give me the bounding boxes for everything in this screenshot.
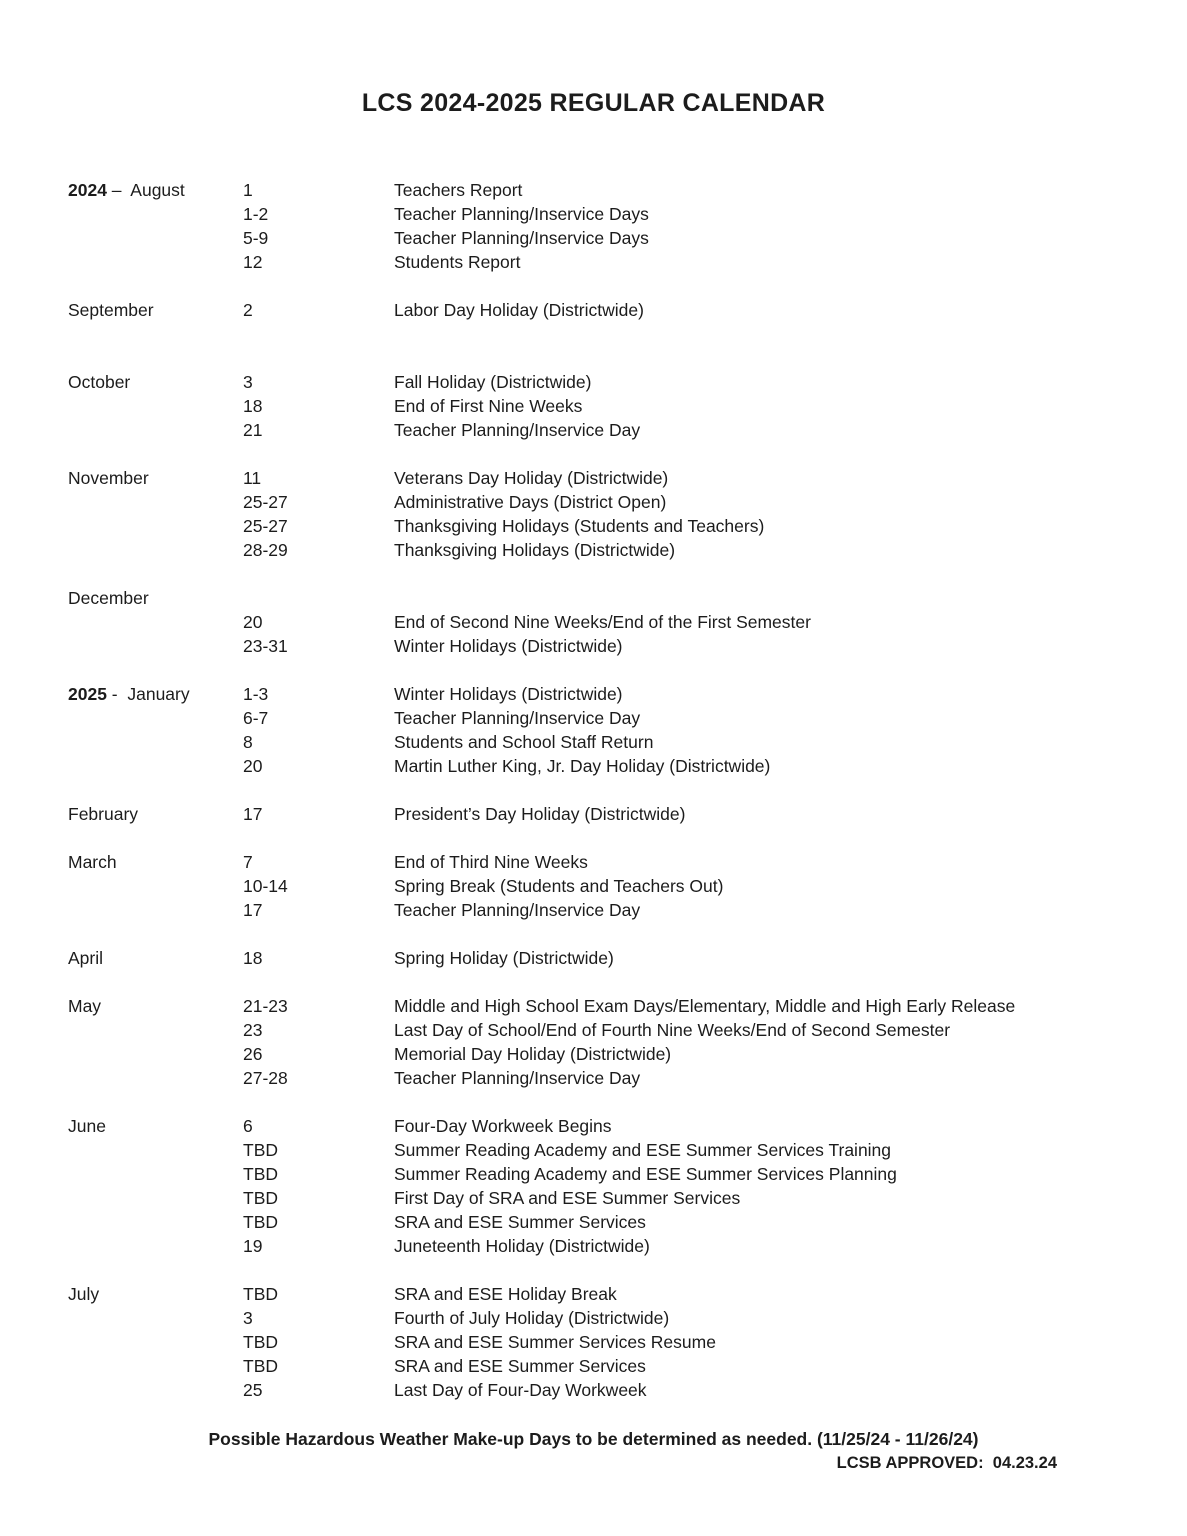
calendar-row [68, 898, 1147, 922]
approval-stamp: LCSB APPROVED: 04.23.24 [836, 1454, 1057, 1472]
date-cell: 17 [243, 900, 263, 920]
event-cell: SRA and ESE Holiday Break [394, 1284, 617, 1304]
calendar-row [68, 1114, 1147, 1138]
month-block-november [68, 466, 1147, 562]
month-block-april [68, 946, 1147, 970]
month-cell [68, 1114, 243, 1138]
footer [0, 1427, 1187, 1475]
month-cell [68, 682, 243, 706]
date-cell: 26 [243, 1044, 263, 1064]
calendar-row [68, 226, 1147, 250]
date-cell: 6-7 [243, 708, 269, 728]
calendar-row [68, 946, 1147, 970]
month-block-august [68, 178, 1147, 274]
event-cell: SRA and ESE Summer Services Resume [394, 1332, 716, 1352]
event-cell: Teacher Planning/Inservice Day [394, 420, 641, 440]
month-cell [68, 850, 243, 874]
month-label-april: April [68, 948, 104, 968]
month-cell [68, 370, 243, 394]
date-cell: 25 [243, 1380, 263, 1400]
calendar-row [68, 850, 1147, 874]
calendar-row [68, 1282, 1147, 1306]
month-label-september: September [68, 300, 154, 320]
date-cell: 1-3 [243, 684, 269, 704]
event-cell: President’s Day Holiday (Districtwide) [394, 804, 686, 824]
calendar-row [68, 1330, 1147, 1354]
date-cell: 6 [243, 1116, 253, 1136]
calendar-row [68, 994, 1147, 1018]
calendar-row [68, 1210, 1147, 1234]
hazardous-weather-note: Possible Hazardous Weather Make-up Days to be determined as needed. (11/25/24 - 11/26/24) [208, 1429, 979, 1449]
event-cell: Administrative Days (District Open) [394, 492, 667, 512]
date-cell: TBD [243, 1140, 278, 1160]
event-cell: Teacher Planning/Inservice Day [394, 708, 641, 728]
date-cell: 17 [243, 804, 263, 824]
month-block-july [68, 1282, 1147, 1402]
event-cell: Memorial Day Holiday (Districtwide) [394, 1044, 672, 1064]
calendar-row [68, 802, 1147, 826]
event-cell: Teacher Planning/Inservice Days [394, 204, 649, 224]
month-block-september [68, 298, 1147, 322]
month-block-february [68, 802, 1147, 826]
date-cell: 18 [243, 948, 263, 968]
month-block-december [68, 586, 1147, 658]
calendar-row [68, 754, 1147, 778]
event-cell: Martin Luther King, Jr. Day Holiday (Districtwide) [394, 756, 771, 776]
date-cell: 7 [243, 852, 253, 872]
month-cell [68, 994, 243, 1018]
calendar-row [68, 202, 1147, 226]
event-cell: End of Third Nine Weeks [394, 852, 588, 872]
event-cell: Last Day of School/End of Fourth Nine Weeks/End of Second Semester [394, 1020, 951, 1040]
event-cell: Teacher Planning/Inservice Day [394, 900, 641, 920]
date-cell: 27-28 [243, 1068, 288, 1088]
event-cell: Teacher Planning/Inservice Day [394, 1068, 641, 1088]
month-label-july: July [68, 1284, 100, 1304]
month-label-december: December [68, 588, 149, 608]
event-cell: First Day of SRA and ESE Summer Services [394, 1188, 741, 1208]
date-cell: 5-9 [243, 228, 269, 248]
date-cell: TBD [243, 1332, 278, 1352]
calendar-row [68, 1018, 1147, 1042]
calendar-row [68, 490, 1147, 514]
calendar-row [68, 1306, 1147, 1330]
event-cell: Middle and High School Exam Days/Elementary, Middle and High Early Release [394, 996, 1016, 1016]
calendar-row [68, 538, 1147, 562]
calendar-row [68, 178, 1147, 202]
event-cell: Winter Holidays (Districtwide) [394, 636, 623, 656]
month-label-may: May [68, 996, 102, 1016]
event-cell: Fourth of July Holiday (Districtwide) [394, 1308, 670, 1328]
month-cell [68, 178, 243, 202]
calendar-row [68, 706, 1147, 730]
date-cell: 21-23 [243, 996, 288, 1016]
event-cell: Winter Holidays (Districtwide) [394, 684, 623, 704]
date-cell: 12 [243, 252, 263, 272]
event-cell: Juneteenth Holiday (Districtwide) [394, 1236, 650, 1256]
date-cell: TBD [243, 1212, 278, 1232]
date-cell: 3 [243, 1308, 253, 1328]
date-cell: 1-2 [243, 204, 269, 224]
month-cell [68, 298, 243, 322]
event-cell: Summer Reading Academy and ESE Summer Services Training [394, 1140, 892, 1160]
calendar-row [68, 250, 1147, 274]
event-cell: SRA and ESE Summer Services [394, 1212, 646, 1232]
month-label-october: October [68, 372, 131, 392]
month-label-january: 2025 - January [68, 684, 190, 704]
date-cell: 1 [243, 180, 253, 200]
event-cell: Labor Day Holiday (Districtwide) [394, 300, 644, 320]
month-block-may [68, 994, 1147, 1090]
month-block-march [68, 850, 1147, 922]
date-cell: TBD [243, 1188, 278, 1208]
event-cell: Last Day of Four-Day Workweek [394, 1380, 647, 1400]
calendar-row [68, 1378, 1147, 1402]
date-cell: 25-27 [243, 492, 288, 512]
date-cell: 11 [243, 468, 262, 488]
date-cell: 8 [243, 732, 253, 752]
event-cell: Thanksgiving Holidays (Districtwide) [394, 540, 676, 560]
date-cell: 23 [243, 1020, 263, 1040]
month-block-october [68, 370, 1147, 442]
date-cell: TBD [243, 1284, 278, 1304]
year-label: 2024 [68, 180, 107, 200]
calendar-list [0, 178, 1187, 1402]
event-cell: Veterans Day Holiday (Districtwide) [394, 468, 669, 488]
month-header-row [68, 586, 1147, 610]
calendar-row [68, 682, 1147, 706]
month-cell [68, 1282, 243, 1306]
calendar-row [68, 370, 1147, 394]
month-cell [68, 946, 243, 970]
calendar-row [68, 874, 1147, 898]
calendar-row [68, 1234, 1147, 1258]
calendar-row [68, 418, 1147, 442]
calendar-row [68, 514, 1147, 538]
month-cell [68, 802, 243, 826]
calendar-row [68, 1042, 1147, 1066]
event-cell: Spring Break (Students and Teachers Out) [394, 876, 724, 896]
month-block-january [68, 682, 1147, 778]
calendar-row [68, 1138, 1147, 1162]
event-cell: End of First Nine Weeks [394, 396, 583, 416]
calendar-row [68, 610, 1147, 634]
date-cell: 2 [243, 300, 253, 320]
page-title: LCS 2024-2025 REGULAR CALENDAR [361, 89, 826, 117]
event-cell: Fall Holiday (Districtwide) [394, 372, 592, 392]
month-label-february: February [68, 804, 139, 824]
calendar-row [68, 1066, 1147, 1090]
month-block-june [68, 1114, 1147, 1258]
calendar-row [68, 466, 1147, 490]
date-cell: 19 [243, 1236, 263, 1256]
date-cell: 20 [243, 612, 263, 632]
date-cell: 25-27 [243, 516, 288, 536]
calendar-row [68, 1186, 1147, 1210]
date-cell: 18 [243, 396, 263, 416]
date-cell: 23-31 [243, 636, 288, 656]
month-cell [68, 466, 243, 490]
date-cell: 28-29 [243, 540, 288, 560]
month-label-june: June [68, 1116, 106, 1136]
year-label: 2025 [68, 684, 107, 704]
date-cell: TBD [243, 1356, 278, 1376]
date-cell: TBD [243, 1164, 278, 1184]
event-cell: Four-Day Workweek Begins [394, 1116, 612, 1136]
event-cell: Teacher Planning/Inservice Days [394, 228, 649, 248]
event-cell: Students and School Staff Return [394, 732, 654, 752]
date-cell: 21 [243, 420, 263, 440]
date-cell: 3 [243, 372, 253, 392]
calendar-row [68, 634, 1147, 658]
calendar-row [68, 730, 1147, 754]
date-cell: 10-14 [243, 876, 288, 896]
month-label-march: March [68, 852, 117, 872]
calendar-row [68, 298, 1147, 322]
event-cell: Thanksgiving Holidays (Students and Teachers) [394, 516, 765, 536]
month-label-november: November [68, 468, 149, 488]
event-cell: End of Second Nine Weeks/End of the First Semester [394, 612, 811, 632]
event-cell: SRA and ESE Summer Services [394, 1356, 646, 1376]
event-cell: Teachers Report [394, 180, 523, 200]
event-cell: Students Report [394, 252, 521, 272]
event-cell: Summer Reading Academy and ESE Summer Services Planning [394, 1164, 897, 1184]
calendar-row [68, 1162, 1147, 1186]
month-label-august: 2024 – August [68, 180, 185, 200]
month-cell [68, 586, 243, 610]
calendar-row [68, 394, 1147, 418]
date-cell: 20 [243, 756, 263, 776]
calendar-row [68, 1354, 1147, 1378]
event-cell: Spring Holiday (Districtwide) [394, 948, 614, 968]
